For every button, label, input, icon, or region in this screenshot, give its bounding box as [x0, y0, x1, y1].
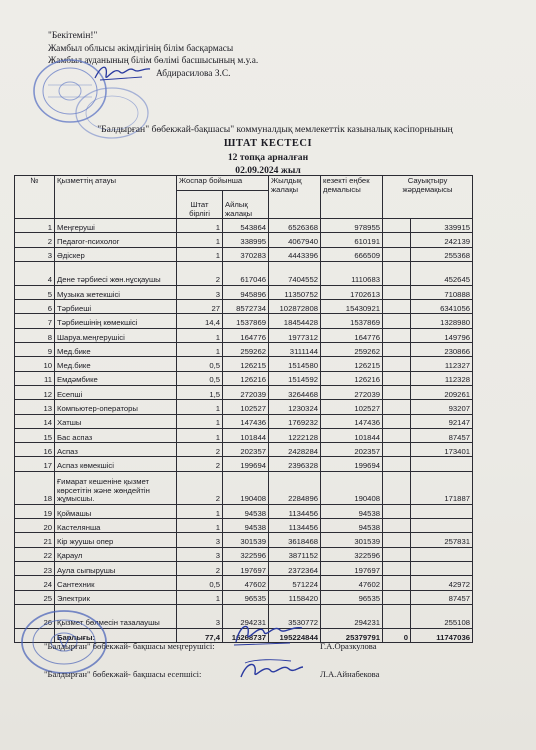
annual-salary: 102872808	[269, 300, 321, 314]
health-allowance: 339915	[411, 219, 473, 233]
annual-salary: 2428284	[269, 443, 321, 457]
position-name: Компьютер-операторы	[55, 400, 177, 414]
row-number: 22	[15, 547, 55, 561]
position-name: Кір жуушы опер	[55, 533, 177, 547]
vacation-pay: 15430921	[321, 300, 383, 314]
monthly-salary: 126216	[223, 371, 269, 385]
position-name: Ғимарат кешеніне қызмет көрсетітін және жөндейтін жұмысшы.	[55, 471, 177, 504]
vacation-pay: 1110683	[321, 261, 383, 285]
header-vacation: кезекті еңбек демалысы	[321, 176, 383, 219]
annual-salary: 6526368	[269, 219, 321, 233]
health-allowance: 149796	[411, 328, 473, 342]
blank-cell	[383, 457, 411, 471]
header-units: Штат бірлігі	[177, 191, 223, 219]
director-signature-top	[92, 60, 152, 84]
monthly-salary: 301539	[223, 533, 269, 547]
monthly-salary: 190408	[223, 471, 269, 504]
staff-table	[14, 175, 473, 643]
position-name: Педагог-психолог	[55, 233, 177, 247]
table-row	[15, 343, 473, 357]
row-number: 17	[15, 457, 55, 471]
annual-salary: 1230324	[269, 400, 321, 414]
row-number: 25	[15, 590, 55, 604]
vacation-pay: 164776	[321, 328, 383, 342]
vacation-pay: 1537869	[321, 314, 383, 328]
table-row	[15, 457, 473, 471]
vacation-pay: 96535	[321, 590, 383, 604]
header-plan: Жоспар бойынша	[177, 176, 269, 191]
health-allowance: 230866	[411, 343, 473, 357]
staff-units: 2	[177, 261, 223, 285]
annual-salary: 1977312	[269, 328, 321, 342]
monthly-salary: 322596	[223, 547, 269, 561]
total-label: Барлығы:	[55, 628, 177, 642]
row-number: 10	[15, 357, 55, 371]
blank-cell	[383, 247, 411, 261]
health-allowance: 242139	[411, 233, 473, 247]
table-row	[15, 357, 473, 371]
monthly-salary: 294231	[223, 604, 269, 628]
footer-director-label: "Балдырған" бөбекжай- бақшасы меңгерушісі:	[44, 641, 215, 651]
monthly-salary: 47602	[223, 576, 269, 590]
blank-cell	[383, 400, 411, 414]
table-row	[15, 247, 473, 261]
health-allowance: 87457	[411, 590, 473, 604]
health-allowance: 173401	[411, 443, 473, 457]
row-number: 4	[15, 261, 55, 285]
vacation-pay: 610191	[321, 233, 383, 247]
row-number: 18	[15, 471, 55, 504]
position-name: Шаруа.меңгерушісі	[55, 328, 177, 342]
row-number: 19	[15, 504, 55, 518]
table-row	[15, 504, 473, 518]
row-number: 14	[15, 414, 55, 428]
blank-cell	[383, 604, 411, 628]
vacation-pay: 94538	[321, 519, 383, 533]
total-monthly: 16268737	[223, 628, 269, 642]
vacation-pay: 47602	[321, 576, 383, 590]
annual-salary: 3618468	[269, 533, 321, 547]
blank-cell	[383, 328, 411, 342]
position-name: Аспаз	[55, 443, 177, 457]
monthly-salary: 126215	[223, 357, 269, 371]
staff-units: 1	[177, 400, 223, 414]
staff-units: 1	[177, 343, 223, 357]
header-annual: Жылдық жалақы	[269, 176, 321, 219]
table-row	[15, 400, 473, 414]
vacation-pay: 101844	[321, 428, 383, 442]
document-subtitle: 12 топқа арналған	[227, 152, 309, 163]
blank-cell	[383, 519, 411, 533]
footer-accountant-name: Л.А.Айнабекова	[320, 669, 380, 679]
vacation-pay: 102527	[321, 400, 383, 414]
approval-signer: Абдирасилова З.С.	[156, 68, 231, 79]
table-row	[15, 261, 473, 285]
total-empty: 0	[383, 628, 411, 642]
header-health: Сауықтыру жәрдемақысы	[383, 176, 473, 219]
row-number: 7	[15, 314, 55, 328]
staff-units: 0,5	[177, 576, 223, 590]
blank-cell	[383, 300, 411, 314]
monthly-salary: 617046	[223, 261, 269, 285]
position-name: Электрик	[55, 590, 177, 604]
health-allowance	[411, 457, 473, 471]
staff-units: 1	[177, 428, 223, 442]
monthly-salary: 338995	[223, 233, 269, 247]
vacation-pay: 322596	[321, 547, 383, 561]
monthly-salary: 147436	[223, 414, 269, 428]
annual-salary: 4443396	[269, 247, 321, 261]
table-row	[15, 590, 473, 604]
table-row	[15, 533, 473, 547]
position-name: Тәрбиешінің көмекшісі	[55, 314, 177, 328]
monthly-salary: 197697	[223, 561, 269, 575]
vacation-pay: 126216	[321, 371, 383, 385]
staff-units: 1	[177, 504, 223, 518]
blank-cell	[383, 443, 411, 457]
position-name: Дене тәрбиесі жөн.нұсқаушы	[55, 261, 177, 285]
annual-salary: 3871152	[269, 547, 321, 561]
health-allowance: 6341056	[411, 300, 473, 314]
staff-units: 3	[177, 533, 223, 547]
health-allowance: 92147	[411, 414, 473, 428]
row-number: 15	[15, 428, 55, 442]
health-allowance	[411, 519, 473, 533]
row-number: 20	[15, 519, 55, 533]
position-name: Музыка жетекшісі	[55, 285, 177, 299]
vacation-pay: 272039	[321, 385, 383, 399]
monthly-salary: 8572734	[223, 300, 269, 314]
annual-salary: 1222128	[269, 428, 321, 442]
director-signature-bottom	[230, 618, 310, 648]
blank-cell	[383, 414, 411, 428]
document-title: ШТАТ КЕСТЕСІ	[223, 138, 313, 149]
annual-salary: 1769232	[269, 414, 321, 428]
monthly-salary: 945896	[223, 285, 269, 299]
blank-cell	[383, 547, 411, 561]
health-allowance	[411, 561, 473, 575]
health-allowance: 257831	[411, 533, 473, 547]
blank-cell	[383, 371, 411, 385]
vacation-pay: 294231	[321, 604, 383, 628]
annual-salary: 1134456	[269, 504, 321, 518]
total-vacation: 25379791	[321, 628, 383, 642]
header-name: Қызметтің атауы	[55, 176, 177, 219]
vacation-pay: 197697	[321, 561, 383, 575]
annual-salary: 18454428	[269, 314, 321, 328]
monthly-salary: 199694	[223, 457, 269, 471]
monthly-salary: 370283	[223, 247, 269, 261]
position-name: Қоймашы	[55, 504, 177, 518]
table-row	[15, 443, 473, 457]
row-number: 23	[15, 561, 55, 575]
annual-salary: 7404552	[269, 261, 321, 285]
vacation-pay: 259262	[321, 343, 383, 357]
footer-director-name: Г.А.Оразкулова	[320, 641, 377, 651]
staff-units: 1,5	[177, 385, 223, 399]
staff-units: 27	[177, 300, 223, 314]
row-number: 6	[15, 300, 55, 314]
blank-cell	[383, 428, 411, 442]
table-row	[15, 576, 473, 590]
health-allowance: 255108	[411, 604, 473, 628]
annual-salary: 3111144	[269, 343, 321, 357]
health-allowance	[411, 547, 473, 561]
vacation-pay: 199694	[321, 457, 383, 471]
monthly-salary: 96535	[223, 590, 269, 604]
row-number: 5	[15, 285, 55, 299]
table-row	[15, 219, 473, 233]
table-row	[15, 300, 473, 314]
staff-table-body	[15, 219, 473, 643]
row-number: 24	[15, 576, 55, 590]
row-number: 11	[15, 371, 55, 385]
row-number: 9	[15, 343, 55, 357]
total-health: 11747036	[411, 628, 473, 642]
health-allowance: 112328	[411, 371, 473, 385]
staff-units: 14,4	[177, 314, 223, 328]
blank-cell	[383, 385, 411, 399]
blank-cell	[383, 471, 411, 504]
annual-salary: 1514592	[269, 371, 321, 385]
health-allowance: 87457	[411, 428, 473, 442]
row-number: 2	[15, 233, 55, 247]
staff-units: 1	[177, 247, 223, 261]
health-allowance: 112327	[411, 357, 473, 371]
vacation-pay: 190408	[321, 471, 383, 504]
row-number: 3	[15, 247, 55, 261]
health-allowance: 209261	[411, 385, 473, 399]
row-number: 21	[15, 533, 55, 547]
total-annual: 195224844	[269, 628, 321, 642]
position-name: Мед.бике	[55, 357, 177, 371]
table-row	[15, 547, 473, 561]
monthly-salary: 164776	[223, 328, 269, 342]
table-row	[15, 328, 473, 342]
monthly-salary: 1537869	[223, 314, 269, 328]
staff-units: 1	[177, 519, 223, 533]
approval-position: Жамбыл ауданының білім бөлімі басшысының м.у.а.	[48, 56, 259, 66]
row-number: 1	[15, 219, 55, 233]
staff-units: 1	[177, 590, 223, 604]
blank-cell	[383, 233, 411, 247]
position-name: Әдіскер	[55, 247, 177, 261]
annual-salary: 2396328	[269, 457, 321, 471]
table-row	[15, 385, 473, 399]
blank-cell	[383, 533, 411, 547]
blank-cell	[383, 285, 411, 299]
position-name: Тәрбиеші	[55, 300, 177, 314]
blank-cell	[383, 561, 411, 575]
blank-cell	[383, 504, 411, 518]
blank-cell	[383, 343, 411, 357]
annual-salary: 1158420	[269, 590, 321, 604]
monthly-salary: 101844	[223, 428, 269, 442]
annual-salary: 1134456	[269, 519, 321, 533]
blank-cell	[383, 576, 411, 590]
vacation-pay: 1702613	[321, 285, 383, 299]
header-num: №	[15, 176, 55, 219]
table-row	[15, 519, 473, 533]
position-name: Қараул	[55, 547, 177, 561]
monthly-salary: 102527	[223, 400, 269, 414]
position-name: Меңгеруші	[55, 219, 177, 233]
monthly-salary: 272039	[223, 385, 269, 399]
health-allowance: 42972	[411, 576, 473, 590]
approval-heading: "Бекітемін!"	[48, 31, 98, 41]
annual-salary: 2284896	[269, 471, 321, 504]
health-allowance: 255368	[411, 247, 473, 261]
monthly-salary: 543864	[223, 219, 269, 233]
vacation-pay: 147436	[321, 414, 383, 428]
position-name: Кастеляншa	[55, 519, 177, 533]
position-name: Қызмет бөлмесін тазалаушы	[55, 604, 177, 628]
position-name: Есепші	[55, 385, 177, 399]
position-name: Сантехник	[55, 576, 177, 590]
staff-units: 1	[177, 233, 223, 247]
header-monthly: Айлық жалақы	[223, 191, 269, 219]
table-row	[15, 233, 473, 247]
table-row	[15, 285, 473, 299]
row-number: 12	[15, 385, 55, 399]
staff-units: 1	[177, 328, 223, 342]
row-number: 8	[15, 328, 55, 342]
vacation-pay: 202357	[321, 443, 383, 457]
position-name: Хатшы	[55, 414, 177, 428]
table-row	[15, 314, 473, 328]
health-allowance: 710888	[411, 285, 473, 299]
position-name: Бас аспаз	[55, 428, 177, 442]
monthly-salary: 259262	[223, 343, 269, 357]
health-allowance: 452645	[411, 261, 473, 285]
footer-accountant-label: "Балдырған" бөбекжай- бақшасы есепшісі:	[44, 669, 202, 679]
row-number: 16	[15, 443, 55, 457]
row-number: 13	[15, 400, 55, 414]
row-number: 26	[15, 604, 55, 628]
health-allowance: 171887	[411, 471, 473, 504]
blank-cell	[383, 357, 411, 371]
vacation-pay: 978955	[321, 219, 383, 233]
health-allowance: 1328980	[411, 314, 473, 328]
table-row	[15, 371, 473, 385]
staff-units: 3	[177, 604, 223, 628]
annual-salary: 3264468	[269, 385, 321, 399]
staff-units: 0,5	[177, 371, 223, 385]
approval-org: Жамбыл облысы әкімдігінің білім басқармасы	[48, 43, 234, 54]
organization-line: "Балдырған" бөбекжай-бақшасы" коммуналдық мемлекеттік казыналық кәсіпорнының	[97, 124, 453, 135]
blank-cell	[383, 590, 411, 604]
health-allowance: 93207	[411, 400, 473, 414]
staff-units: 2	[177, 443, 223, 457]
staff-units: 0,5	[177, 357, 223, 371]
staff-units: 1	[177, 414, 223, 428]
vacation-pay: 94538	[321, 504, 383, 518]
annual-salary: 3530772	[269, 604, 321, 628]
table-row	[15, 561, 473, 575]
table-row	[15, 428, 473, 442]
table-row	[15, 471, 473, 504]
monthly-salary: 94538	[223, 519, 269, 533]
table-row	[15, 414, 473, 428]
staff-units: 3	[177, 547, 223, 561]
monthly-salary: 94538	[223, 504, 269, 518]
staff-units: 2	[177, 471, 223, 504]
blank-cell	[383, 314, 411, 328]
monthly-salary: 202357	[223, 443, 269, 457]
blank-cell	[383, 219, 411, 233]
staff-units: 2	[177, 561, 223, 575]
accountant-signature-bottom	[235, 655, 307, 685]
staff-units: 1	[177, 219, 223, 233]
staff-units: 3	[177, 285, 223, 299]
position-name: Аспаз көмекшісі	[55, 457, 177, 471]
total-units: 77,4	[177, 628, 223, 642]
position-name: Емдәмбике	[55, 371, 177, 385]
vacation-pay: 301539	[321, 533, 383, 547]
annual-salary: 1514580	[269, 357, 321, 371]
position-name: Мед.бике	[55, 343, 177, 357]
annual-salary: 2372364	[269, 561, 321, 575]
annual-salary: 571224	[269, 576, 321, 590]
vacation-pay: 126215	[321, 357, 383, 371]
health-allowance	[411, 504, 473, 518]
blank-cell	[383, 261, 411, 285]
staff-units: 2	[177, 457, 223, 471]
annual-salary: 11350752	[269, 285, 321, 299]
vacation-pay: 666509	[321, 247, 383, 261]
position-name: Аула сыпырушы	[55, 561, 177, 575]
document-date: 02.09.2024 жыл	[235, 165, 301, 176]
annual-salary: 4067940	[269, 233, 321, 247]
